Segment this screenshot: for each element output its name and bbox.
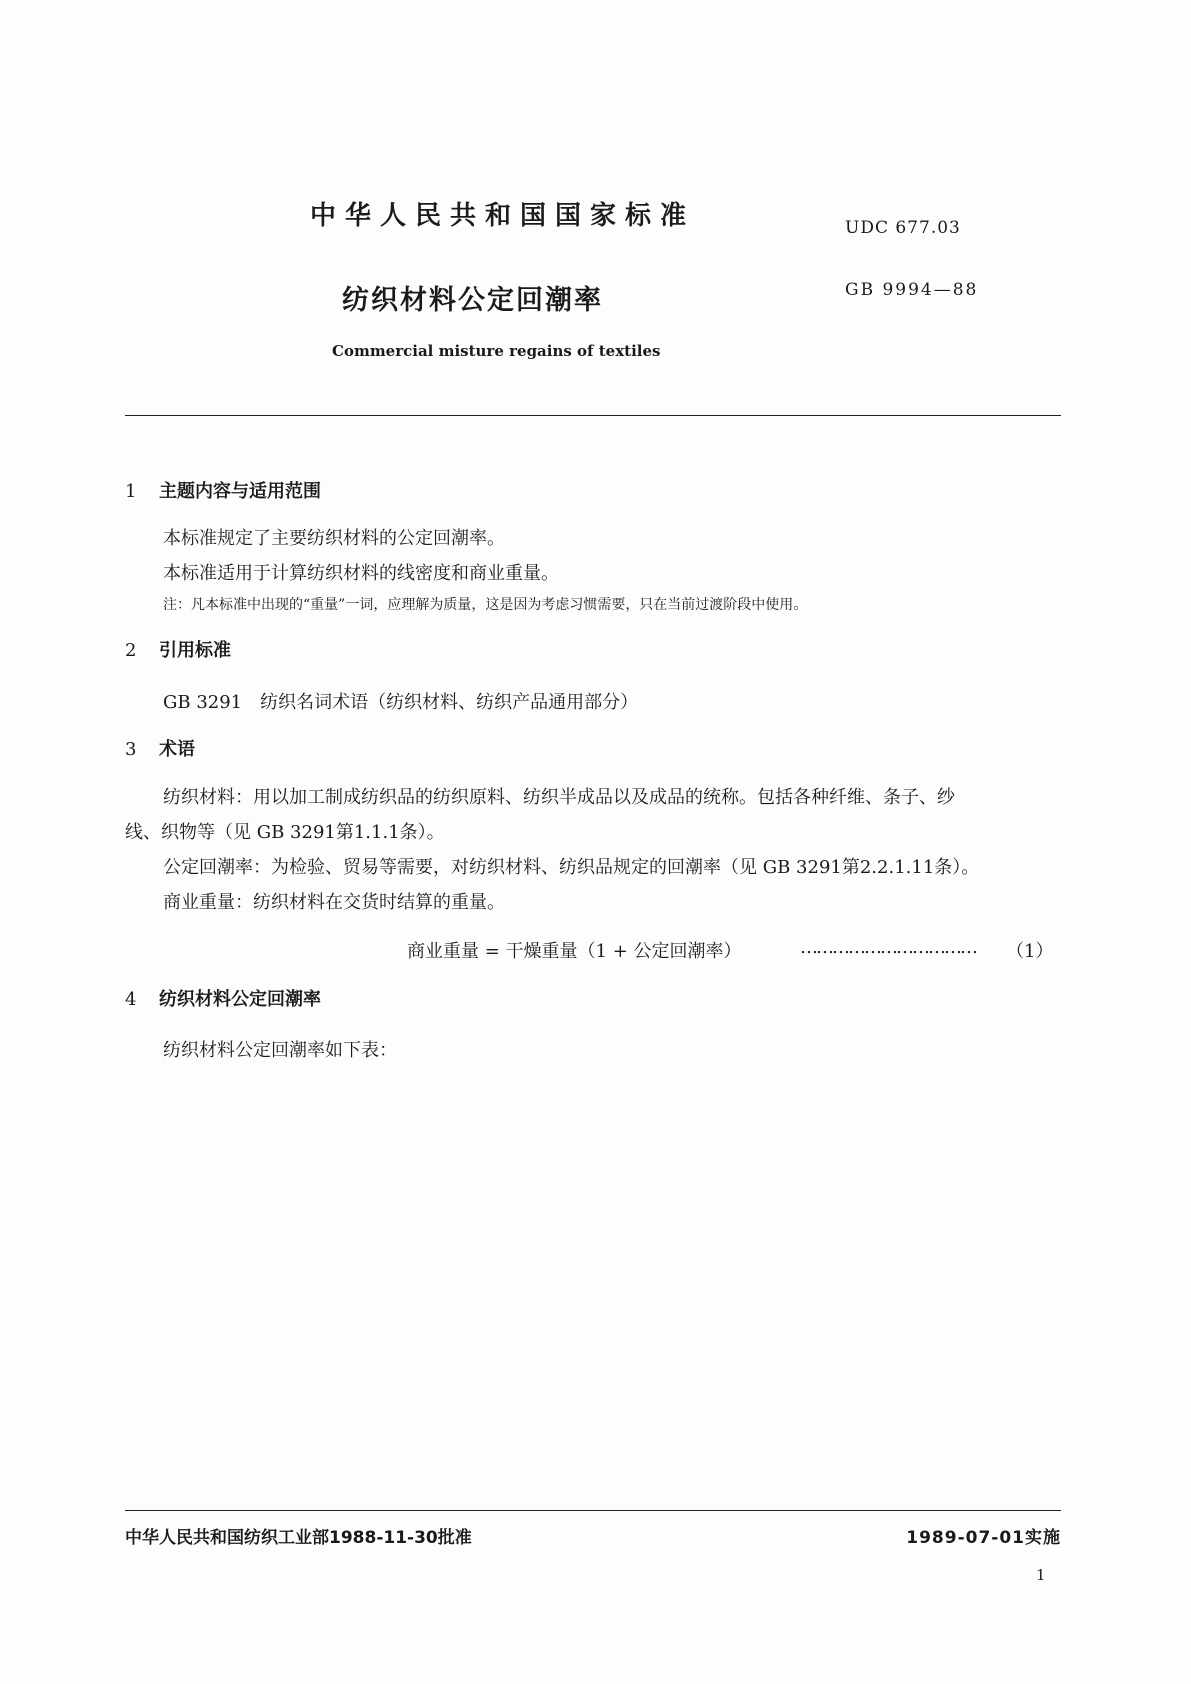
header-divider [125,415,1061,416]
section-title: 术语 [159,739,195,760]
section-title: 引用标准 [159,640,231,661]
section-title: 纺织材料公定回潮率 [159,989,321,1010]
paragraph: 本标准规定了主要纺织材料的公定回潮率。 [163,528,505,549]
section-number: 3 [125,739,137,760]
footer-divider [125,1510,1061,1511]
section-title: 主题内容与适用范围 [159,481,321,502]
formula-expression: 商业重量 = 干燥重量（1 + 公定回潮率） [407,941,742,962]
national-standard-heading: 中华人民共和国国家标准 [310,201,696,231]
approval-text: 中华人民共和国纺织工业部1988-11-30批准 [125,1528,472,1548]
formula-number: （1） [1006,941,1054,962]
document-title-en: Commercial misture regains of textiles [332,342,661,360]
section-3-heading [125,735,195,761]
formula-leader-dots: …………………………… [800,937,976,958]
paragraph: 公定回潮率：为检验、贸易等需要，对纺织材料、纺织品规定的回潮率（见 GB 3291第2.2.1.11条）。 [163,857,980,878]
paragraph: 商业重量：纺织材料在交货时结算的重量。 [163,892,505,913]
paragraph: 本标准适用于计算纺织材料的线密度和商业重量。 [163,563,559,584]
paragraph: 纺织材料：用以加工制成纺织品的纺织原料、纺织半成品以及成品的统称。包括各种纤维、条子、纱 [163,787,955,808]
section-2-heading [125,636,231,662]
note: 注：凡本标准中出现的“重量”一词，应理解为质量，这是因为考虑习惯需要，只在当前过渡阶段中使用。 [163,597,808,613]
paragraph: 纺织材料公定回潮率如下表： [163,1040,397,1061]
section-1-heading [125,477,321,503]
section-4-heading [125,985,321,1011]
paragraph: GB 3291 纺织名词术语（纺织材料、纺织产品通用部分） [163,692,639,713]
formula-1 [407,937,742,963]
gb-number: GB 9994—88 [845,280,979,300]
paragraph: 线、织物等（见 GB 3291第1.1.1条）。 [125,822,445,843]
section-number: 4 [125,989,137,1010]
effective-date: 1989-07-01实施 [906,1528,1061,1548]
page-number: 1 [1036,1566,1046,1584]
udc-code: UDC 677.03 [845,218,961,238]
section-number: 1 [125,481,137,502]
section-number: 2 [125,640,137,661]
document-title-cn: 纺织材料公定回潮率 [342,285,603,316]
